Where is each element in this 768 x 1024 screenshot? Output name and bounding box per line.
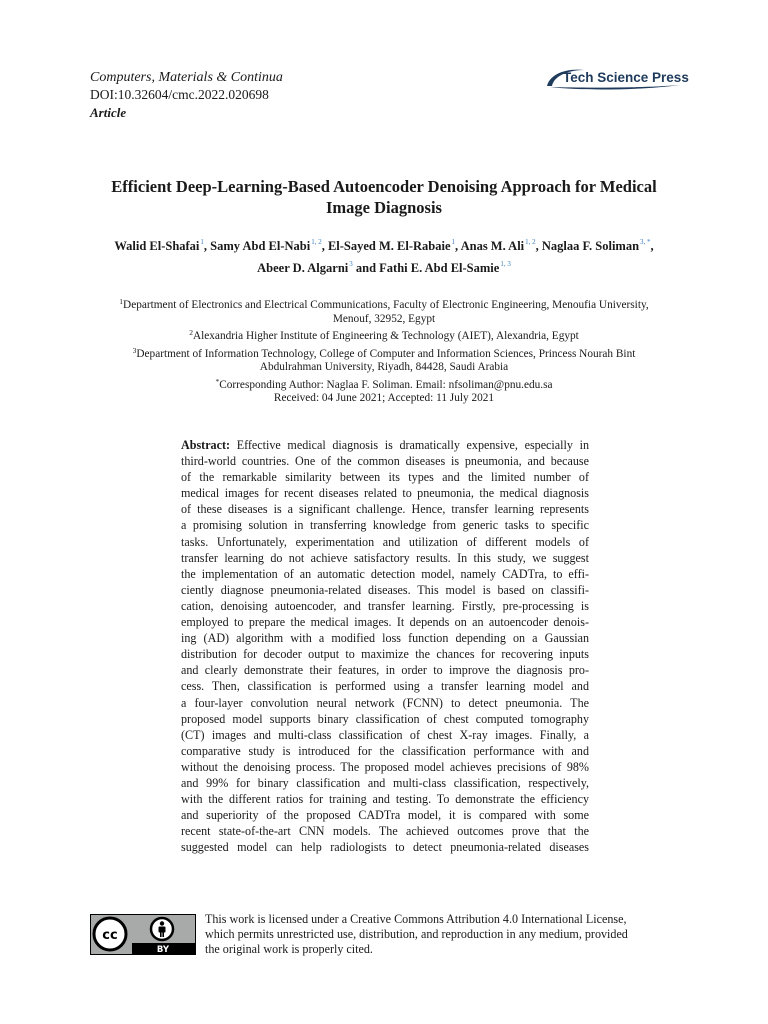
abstract-line: distribution for decoder output to maximize the chances for recovering inputs — [181, 647, 589, 662]
abstract-line: (CT) images and multi-class classification of chest X-ray images. Finally, a — [181, 727, 589, 742]
abstract-text: Effective medical diagnosis is dramatically expensive, especially in — [230, 438, 589, 452]
article-type: Article — [90, 105, 127, 120]
affiliation-marker: 3 — [132, 345, 137, 355]
title-line: Efficient Deep-Learning-Based Autoencoder Denoising Approach for Medical — [111, 177, 657, 196]
abstract-line: tasks. Unfortunately, experimentation and utilization of different models of — [181, 534, 589, 549]
abstract-line: without the denoising process. The proposed model achieves precisions of 98% — [181, 759, 589, 774]
received-accepted-dates: Received: 04 June 2021; Accepted: 11 July 2021 — [273, 392, 495, 404]
author-name: Anas M. Ali — [460, 239, 525, 253]
corresponding-marker: * — [215, 376, 220, 386]
author-affiliation-ref[interactable]: 1 — [451, 238, 456, 246]
author-separator: , — [321, 239, 328, 253]
journal-name: Computers, Materials & Continua — [90, 70, 283, 85]
abstract-line: third-world countries. One of the common diseases is pneumonia, and because — [181, 454, 589, 469]
author-affiliation-ref[interactable]: 3 — [349, 260, 353, 268]
abstract-line: the implementation of an automatic detection model, namely CADTra, to effi- — [181, 566, 589, 581]
author-separator: , — [455, 239, 461, 253]
abstract-line: transfer learning do not achieve satisfactory results. In this study, we suggest — [181, 550, 589, 565]
cc-by-license-badge[interactable] — [90, 914, 196, 955]
affiliation-1-cont: Menouf, 32952, Egypt — [332, 312, 436, 325]
author-affiliation-ref[interactable]: 1, 2 — [311, 238, 322, 246]
svg-text:cc: cc — [102, 928, 118, 943]
abstract-line: ing (AD) algorithm with a modified loss function depending on a Gaussian — [181, 631, 589, 646]
author-name: Fathi E. Abd El-Samie — [379, 261, 500, 275]
abstract-line: and clearly demonstrate their features, in order to improve the diagnosis pro- — [181, 663, 589, 678]
abstract-line: proposed model supports binary classification of chest computed tomography — [181, 711, 589, 726]
abstract-line — [181, 437, 589, 453]
author-name: Walid El-Shafai — [114, 239, 200, 253]
abstract-line: a four-layer convolution neural network (FCNN) to detect pneumonia. The — [181, 695, 589, 710]
author-affiliation-ref[interactable]: 3, * — [640, 238, 651, 246]
affiliation-marker: 2 — [189, 328, 193, 337]
affiliation-marker: 1 — [119, 297, 124, 306]
abstract-line: with the different ratios for training and testing. To demonstrate the efficiency — [181, 792, 589, 807]
corresponding-author — [60, 375, 708, 393]
abstract-line: comparative study is introduced for the classification performance with and — [181, 743, 589, 758]
abstract-line: employed to prepare the medical images. It depends on an autoencoder denois- — [181, 615, 589, 630]
author-name: Abeer D. Algarni — [257, 261, 349, 275]
abstract-line: recent state-of-the-art CNN models. The achieved outcomes prove that the — [181, 824, 589, 839]
abstract-line: of the remarkable similarity between its types and the limited number of — [181, 470, 589, 485]
license-notice — [205, 912, 679, 957]
abstract-line: suggested model can help radiologists to detect pneumonia-related diseases — [181, 840, 589, 855]
author-name: El-Sayed M. El-Rabaie — [327, 239, 451, 253]
abstract-line: ciently diagnose pneumonia-related diseases. This model is based on classifi- — [181, 582, 589, 597]
abstract-line: medical images for recent diseases related to pneumonia, the medical diagnosis — [181, 486, 589, 501]
affiliation-3 — [60, 344, 708, 362]
affiliations — [60, 295, 708, 406]
author-affiliation-ref[interactable]: 1 — [200, 238, 204, 246]
cc-badge-label: BY — [156, 945, 170, 955]
license-line: which permits unrestricted use, distribution, and reproduction in any medium, provided — [205, 927, 628, 941]
abstract-line: cess. Then, classification is performed using a transfer learning model and — [181, 679, 589, 694]
affiliation-text: Department of Information Technology, College of Computer and Information Sciences, Princess Nourah Bint — [136, 347, 636, 360]
author-separator: , — [535, 239, 542, 253]
author-separator: , — [650, 239, 654, 253]
corresponding-text: Corresponding Author: Naglaa F. Soliman. Email: nfsoliman@pnu.edu.sa — [219, 378, 553, 391]
publisher-logo — [544, 66, 689, 92]
affiliation-2 — [60, 326, 708, 344]
doi: DOI:10.32604/cmc.2022.020698 — [90, 87, 269, 102]
title-line: Image Diagnosis — [326, 198, 442, 217]
abstract-line: a promising solution in transferring knowledge from generic tasks to specific — [181, 518, 589, 533]
author-affiliation-ref[interactable]: 1, 3 — [500, 260, 511, 268]
creative-commons-icon — [90, 914, 196, 955]
author-name: Samy Abd El-Nabi — [210, 239, 311, 253]
paper-title — [84, 176, 684, 218]
affiliation-text: Alexandria Higher Institute of Engineering & Technology (AIET), Alexandria, Egypt — [192, 330, 579, 342]
author-line — [60, 255, 708, 277]
abstract-line: and 99% for binary classification and multi-class classification, respectively, — [181, 775, 589, 790]
affiliation-text: Department of Electronics and Electrical Communications, Faculty of Electronic Engineering, Menoufia University, — [123, 299, 649, 311]
author-list — [60, 233, 708, 277]
author-name: Naglaa F. Soliman — [541, 239, 640, 253]
license-line: This work is licensed under a Creative Commons Attribution 4.0 International License, — [205, 912, 627, 926]
publisher-name: Tech Science Press — [563, 70, 689, 85]
affiliation-3-cont: Abdulrahman University, Riyadh, 84428, Saudi Arabia — [259, 361, 509, 373]
abstract-line: and superiority of the proposed CADTra model, it is compared with some — [181, 808, 589, 823]
author-separator: and — [352, 261, 380, 275]
author-line — [60, 233, 708, 255]
license-line: the original work is properly cited. — [205, 942, 373, 956]
abstract — [181, 437, 589, 855]
abstract-label: Abstract: — [181, 438, 231, 452]
affiliation-1 — [60, 295, 708, 313]
abstract-line: of these diseases is a significant challenge. Hence, transfer learning represents — [181, 502, 589, 517]
abstract-line: cation, denoising autoencoder, and transfer learning. Firstly, pre-processing is — [181, 598, 589, 613]
author-affiliation-ref[interactable]: 1, 2 — [525, 238, 536, 246]
author-separator: , — [203, 239, 211, 253]
